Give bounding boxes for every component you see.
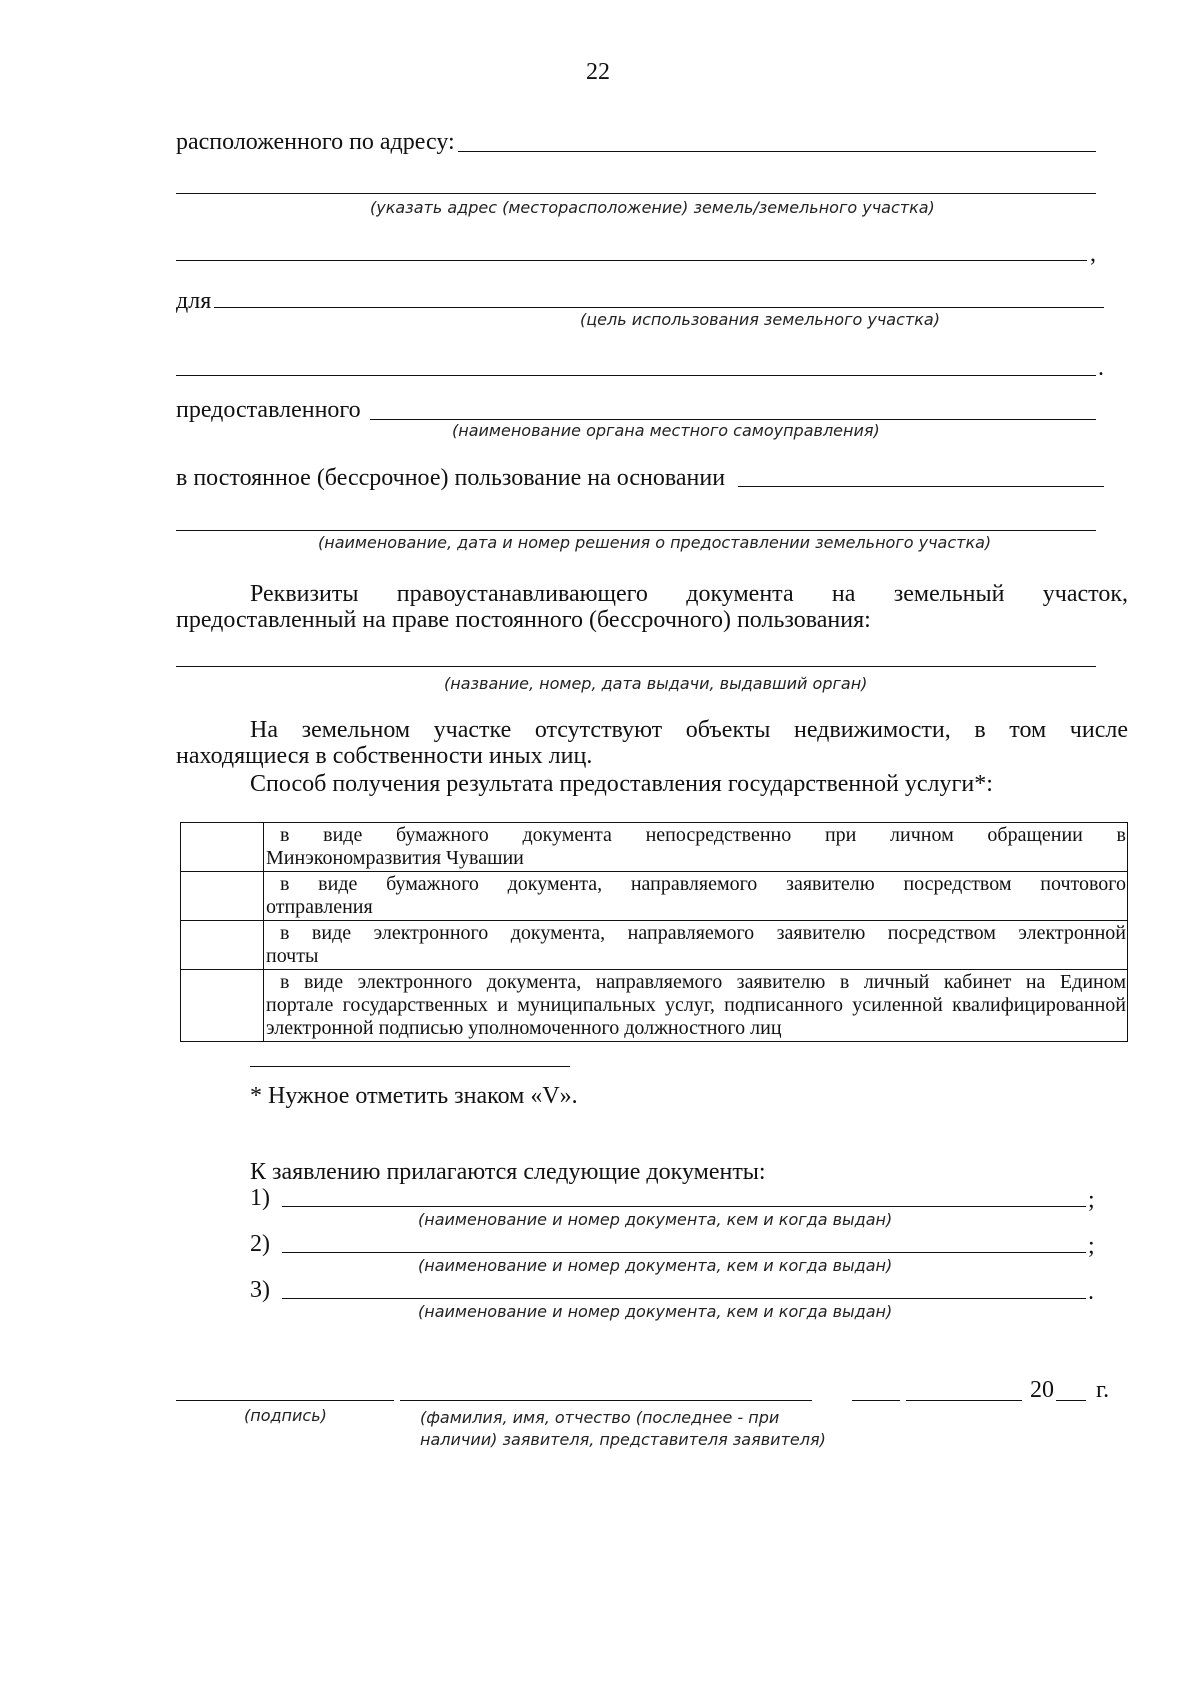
granted-by-label: предоставленного xyxy=(176,397,361,423)
option-text xyxy=(264,823,1128,872)
option-text-rest: Минэкономразвития Чувашии xyxy=(266,847,524,869)
attachment-number: 1) xyxy=(250,1185,270,1211)
option-checkbox[interactable] xyxy=(181,872,264,921)
attachment-field-line[interactable] xyxy=(282,1252,1086,1253)
option-text xyxy=(264,970,1128,1042)
option-row xyxy=(181,970,1128,1042)
attachment-caption: (наименование и номер документа, кем и когда выдан) xyxy=(418,1210,893,1229)
purpose-trailing-dot: . xyxy=(1098,355,1104,381)
attachment-end-mark: ; xyxy=(1088,1187,1095,1213)
no-objects-line2: находящиеся в собственности иных лиц. xyxy=(176,743,593,769)
year-line[interactable] xyxy=(1056,1400,1086,1401)
address-trailing-comma: , xyxy=(1090,241,1096,267)
purpose-label: для xyxy=(176,288,212,314)
purpose-field-line[interactable] xyxy=(214,307,1104,308)
requisites-caption: (название, номер, дата выдачи, выдавший орган) xyxy=(444,674,868,693)
address-field-line-2[interactable] xyxy=(176,193,1096,194)
attachment-end-mark: ; xyxy=(1088,1233,1095,1259)
footnote: * Нужное отметить знаком «V». xyxy=(250,1083,578,1109)
address-field-line[interactable] xyxy=(458,151,1096,152)
no-objects-line1: На земельном участке отсутствуют объекты недвижимости, в том числе xyxy=(250,717,1128,743)
requisites-text-line1: Реквизиты правоустанавливающего документа на земельный участок, xyxy=(250,581,1128,607)
option-text xyxy=(264,921,1128,970)
option-checkbox[interactable] xyxy=(181,970,264,1042)
name-caption-line2: наличии) заявителя, представителя заявителя) xyxy=(420,1430,826,1449)
footnote-divider xyxy=(250,1066,570,1067)
option-text-first: в виде бумажного документа, направляемого заявителю посредством почтового xyxy=(280,873,1126,895)
option-text xyxy=(264,872,1128,921)
option-text-rest: отправления xyxy=(266,896,373,918)
attachment-end-mark: . xyxy=(1088,1279,1094,1305)
option-text-first: в виде электронного документа, направляемого заявителю в личный кабинет на Едином xyxy=(280,971,1126,993)
attachment-caption: (наименование и номер документа, кем и когда выдан) xyxy=(418,1302,893,1321)
day-line[interactable] xyxy=(852,1400,900,1401)
signature-caption: (подпись) xyxy=(244,1406,327,1425)
delivery-options-table xyxy=(180,822,1128,1042)
attachments-heading: К заявлению прилагаются следующие документы: xyxy=(250,1159,766,1185)
year-prefix: 20 xyxy=(1030,1377,1054,1403)
option-checkbox[interactable] xyxy=(181,921,264,970)
granted-by-field-line[interactable] xyxy=(370,419,1096,420)
address-field-line-3[interactable] xyxy=(176,260,1087,261)
name-line[interactable] xyxy=(400,1400,812,1401)
page-number: 22 xyxy=(586,59,610,85)
option-row xyxy=(181,872,1128,921)
attachment-field-line[interactable] xyxy=(282,1298,1086,1299)
option-text-first: в виде бумажного документа непосредственно при личном обращении в xyxy=(280,824,1126,846)
granted-by-caption: (наименование органа местного самоуправления) xyxy=(452,421,880,440)
signature-line[interactable] xyxy=(176,1400,394,1401)
basis-label: в постоянное (бессрочное) пользование на основании xyxy=(176,465,726,491)
method-label: Способ получения результата предоставления государственной услуги*: xyxy=(250,771,993,797)
attachment-number: 2) xyxy=(250,1231,270,1257)
option-row xyxy=(181,921,1128,970)
attachment-field-line[interactable] xyxy=(282,1206,1086,1207)
purpose-caption: (цель использования земельного участка) xyxy=(580,310,940,329)
basis-field-line[interactable] xyxy=(738,486,1104,487)
attachment-caption: (наименование и номер документа, кем и когда выдан) xyxy=(418,1256,893,1275)
requisites-field-line[interactable] xyxy=(176,666,1096,667)
name-caption-line1: (фамилия, имя, отчество (последнее - при xyxy=(420,1408,780,1427)
address-label: расположенного по адресу: xyxy=(176,129,455,155)
purpose-field-line-2[interactable] xyxy=(176,375,1096,376)
month-line[interactable] xyxy=(906,1400,1022,1401)
option-text-first: в виде электронного документа, направляемого заявителю посредством электронной xyxy=(280,922,1126,944)
year-suffix: г. xyxy=(1096,1377,1110,1403)
basis-field-line-2[interactable] xyxy=(176,530,1096,531)
address-caption: (указать адрес (месторасположение) земель/земельного участка) xyxy=(370,198,935,217)
basis-caption: (наименование, дата и номер решения о предоставлении земельного участка) xyxy=(318,533,992,552)
option-text-rest: портале государственных и муниципальных услуг, подписанного усиленной квалифицированной электронной подписью уполномоченного должностного лиц xyxy=(266,994,1126,1039)
requisites-text-line2: предоставленный на праве постоянного (бессрочного) пользования: xyxy=(176,607,871,633)
option-text-rest: почты xyxy=(266,945,319,967)
option-row xyxy=(181,823,1128,872)
option-checkbox[interactable] xyxy=(181,823,264,872)
attachment-number: 3) xyxy=(250,1277,270,1303)
